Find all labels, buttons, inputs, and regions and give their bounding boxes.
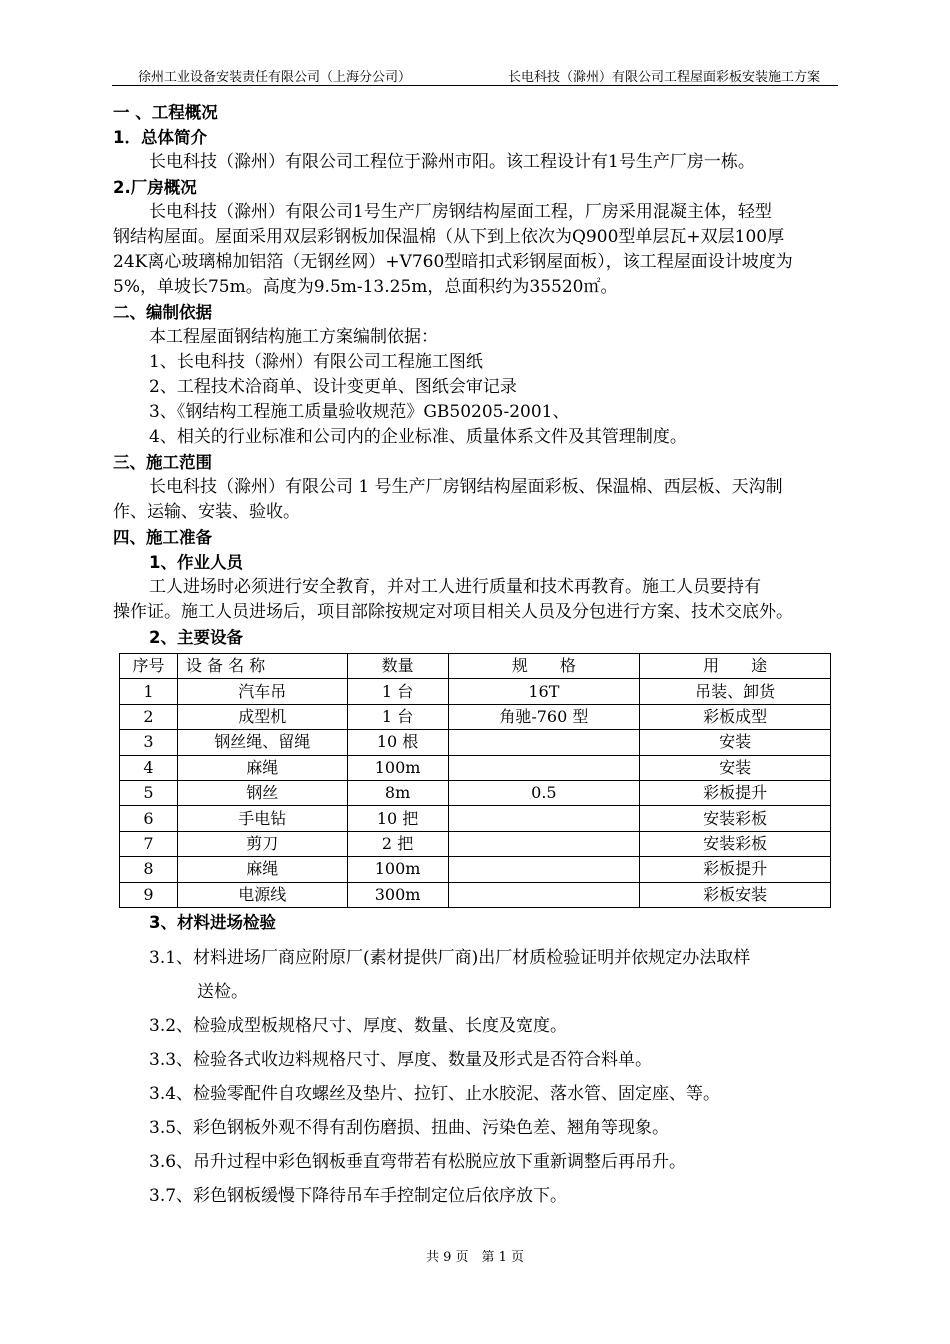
table-cell: 麻绳 (177, 857, 347, 882)
plant-text-line: 24K离心玻璃棉加铝箔（无钢丝网）+V760型暗扣式彩钢屋面板），该工程屋面设计坡度为 (113, 252, 793, 272)
table-cell: 100m (347, 857, 448, 882)
table-cell (448, 857, 640, 882)
table-row (120, 857, 831, 882)
table-cell: 3 (120, 730, 178, 755)
table-cell: 安装 (640, 730, 831, 755)
table-cell: 16T (448, 679, 640, 704)
table-cell: 钢丝绳、留绳 (177, 730, 347, 755)
header-cell: 用 途 (640, 654, 831, 679)
table-cell: 0.5 (448, 780, 640, 805)
equipment-table (119, 653, 831, 908)
table-cell: 吊装、卸货 (640, 679, 831, 704)
basis-intro: 本工程屋面钢结构施工方案编制依据： (149, 327, 438, 347)
basis-item: 4、相关的行业标准和公司内的企业标准、质量体系文件及其管理制度。 (149, 427, 687, 447)
table-cell (448, 831, 640, 856)
table-cell (448, 806, 640, 831)
table-cell: 1 台 (347, 679, 448, 704)
overview-text: 长电科技（滁州）有限公司工程位于滁州市阳。该工程设计有1号生产厂房一栋。 (149, 152, 755, 172)
table-cell: 角驰-760 型 (448, 704, 640, 729)
table-cell: 电源线 (177, 882, 347, 907)
table-cell: 手电钻 (177, 806, 347, 831)
page-header (112, 64, 838, 86)
table-cell (448, 882, 640, 907)
table-cell: 4 (120, 755, 178, 780)
inspection-item: 3.1、材料进场厂商应附原厂(素材提供厂商)出厂材质检验证明并依规定办法取样 (149, 947, 751, 968)
scope-text-line: 长电科技（滁州）有限公司 1 号生产厂房钢结构屋面彩板、保温棉、西层板、天沟制 (149, 477, 783, 497)
header-company: 徐州工业设备安装责任有限公司（上海分公司） (138, 70, 412, 85)
table-cell: 安装彩板 (640, 831, 831, 856)
header-cell: 规 格 (448, 654, 640, 679)
table-cell: 麻绳 (177, 755, 347, 780)
section-3-title: 三、施工范围 (113, 453, 212, 472)
inspection-item: 3.2、检验成型板规格尺寸、厚度、数量、长度及宽度。 (149, 1015, 568, 1036)
table-row (120, 831, 831, 856)
table-row (120, 780, 831, 805)
table-header-row (120, 654, 831, 679)
table-cell: 剪刀 (177, 831, 347, 856)
table-row (120, 882, 831, 907)
table-cell: 安装彩板 (640, 806, 831, 831)
basis-item: 1、长电科技（滁州）有限公司工程施工图纸 (149, 352, 483, 372)
inspection-item: 3.7、彩色钢板缓慢下降待吊车手控制定位后依序放下。 (149, 1185, 568, 1206)
personnel-text-line: 工人进场时必须进行安全教育，并对工人进行质量和技术再教育。施工人员要持有 (149, 577, 761, 597)
inspection-item: 3.3、检验各式收边料规格尺寸、厚度、数量及形式是否符合料单。 (149, 1049, 653, 1070)
section-4-1-title: 1、作业人员 (149, 553, 243, 572)
table-cell: 彩板安装 (640, 882, 831, 907)
table-cell: 6 (120, 806, 178, 831)
table-row (120, 679, 831, 704)
page-footer: 共 9 页 第 1 页 (425, 1250, 525, 1265)
header-cell: 数量 (347, 654, 448, 679)
inspection-item: 3.5、彩色钢板外观不得有刮伤磨损、扭曲、污染色差、翘角等现象。 (149, 1117, 670, 1138)
basis-item: 2、工程技术洽商单、设计变更单、图纸会审记录 (149, 377, 517, 397)
table-cell: 5 (120, 780, 178, 805)
section-1-1-title: 1．总体简介 (113, 128, 207, 147)
scope-text-line: 作、运输、安装、验收。 (113, 502, 300, 522)
table-cell: 300m (347, 882, 448, 907)
header-project: 长电科技（滁州）有限公司工程屋面彩板安装施工方案 (507, 70, 820, 85)
section-2-title: 二、编制依据 (113, 303, 212, 322)
basis-item: 3、《钢结构工程施工质量验收规范》GB50205-2001、 (149, 402, 570, 422)
plant-text-line: 长电科技（滁州）有限公司1号生产厂房钢结构屋面工程，厂房采用混凝主体，轻型 (149, 202, 772, 222)
table-cell: 2 (120, 704, 178, 729)
inspection-item: 3.6、吊升过程中彩色钢板垂直弯带若有松脱应放下重新调整后再吊升。 (149, 1151, 687, 1172)
table-cell: 10 根 (347, 730, 448, 755)
table-row (120, 704, 831, 729)
table-cell: 彩板提升 (640, 780, 831, 805)
table-cell: 10 把 (347, 806, 448, 831)
table-cell: 1 (120, 679, 178, 704)
table-cell: 100m (347, 755, 448, 780)
document-body (113, 100, 839, 1213)
section-4-3-title: 3、材料进场检验 (149, 912, 276, 932)
plant-text-line: 5%，单坡长75m。高度为9.5m-13.25m，总面积约为35520㎡。 (113, 277, 618, 297)
inspection-item: 3.4、检验零配件自攻螺丝及垫片、拉钉、止水胶泥、落水管、固定座、等。 (149, 1083, 721, 1104)
table-cell: 2 把 (347, 831, 448, 856)
plant-text-line: 钢结构屋面。屋面采用双层彩钢板加保温棉（从下到上依次为Q900型单层瓦+双层100厚 (113, 227, 785, 247)
table-cell: 汽车吊 (177, 679, 347, 704)
table-row (120, 755, 831, 780)
header-cell: 设 备 名 称 (177, 654, 347, 679)
table-row (120, 730, 831, 755)
section-1-title: 一 、工程概况 (113, 103, 218, 122)
table-cell (448, 755, 640, 780)
section-1-2-title: 2.厂房概况 (113, 178, 197, 197)
personnel-text-line: 操作证。施工人员进场后，项目部除按规定对项目相关人员及分包进行方案、技术交底外。 (113, 602, 793, 622)
table-cell: 8m (347, 780, 448, 805)
table-cell: 钢丝 (177, 780, 347, 805)
table-row (120, 806, 831, 831)
table-cell: 成型机 (177, 704, 347, 729)
table-cell: 彩板提升 (640, 857, 831, 882)
table-cell: 安装 (640, 755, 831, 780)
table-cell: 彩板成型 (640, 704, 831, 729)
table-cell: 8 (120, 857, 178, 882)
table-cell: 1 台 (347, 704, 448, 729)
header-cell: 序号 (120, 654, 178, 679)
table-cell: 7 (120, 831, 178, 856)
section-4-2-title: 2、主要设备 (149, 628, 243, 647)
section-4-title: 四、施工准备 (113, 528, 212, 547)
table-cell: 9 (120, 882, 178, 907)
inspection-item-continued: 送检。 (197, 981, 248, 1002)
table-cell (448, 730, 640, 755)
